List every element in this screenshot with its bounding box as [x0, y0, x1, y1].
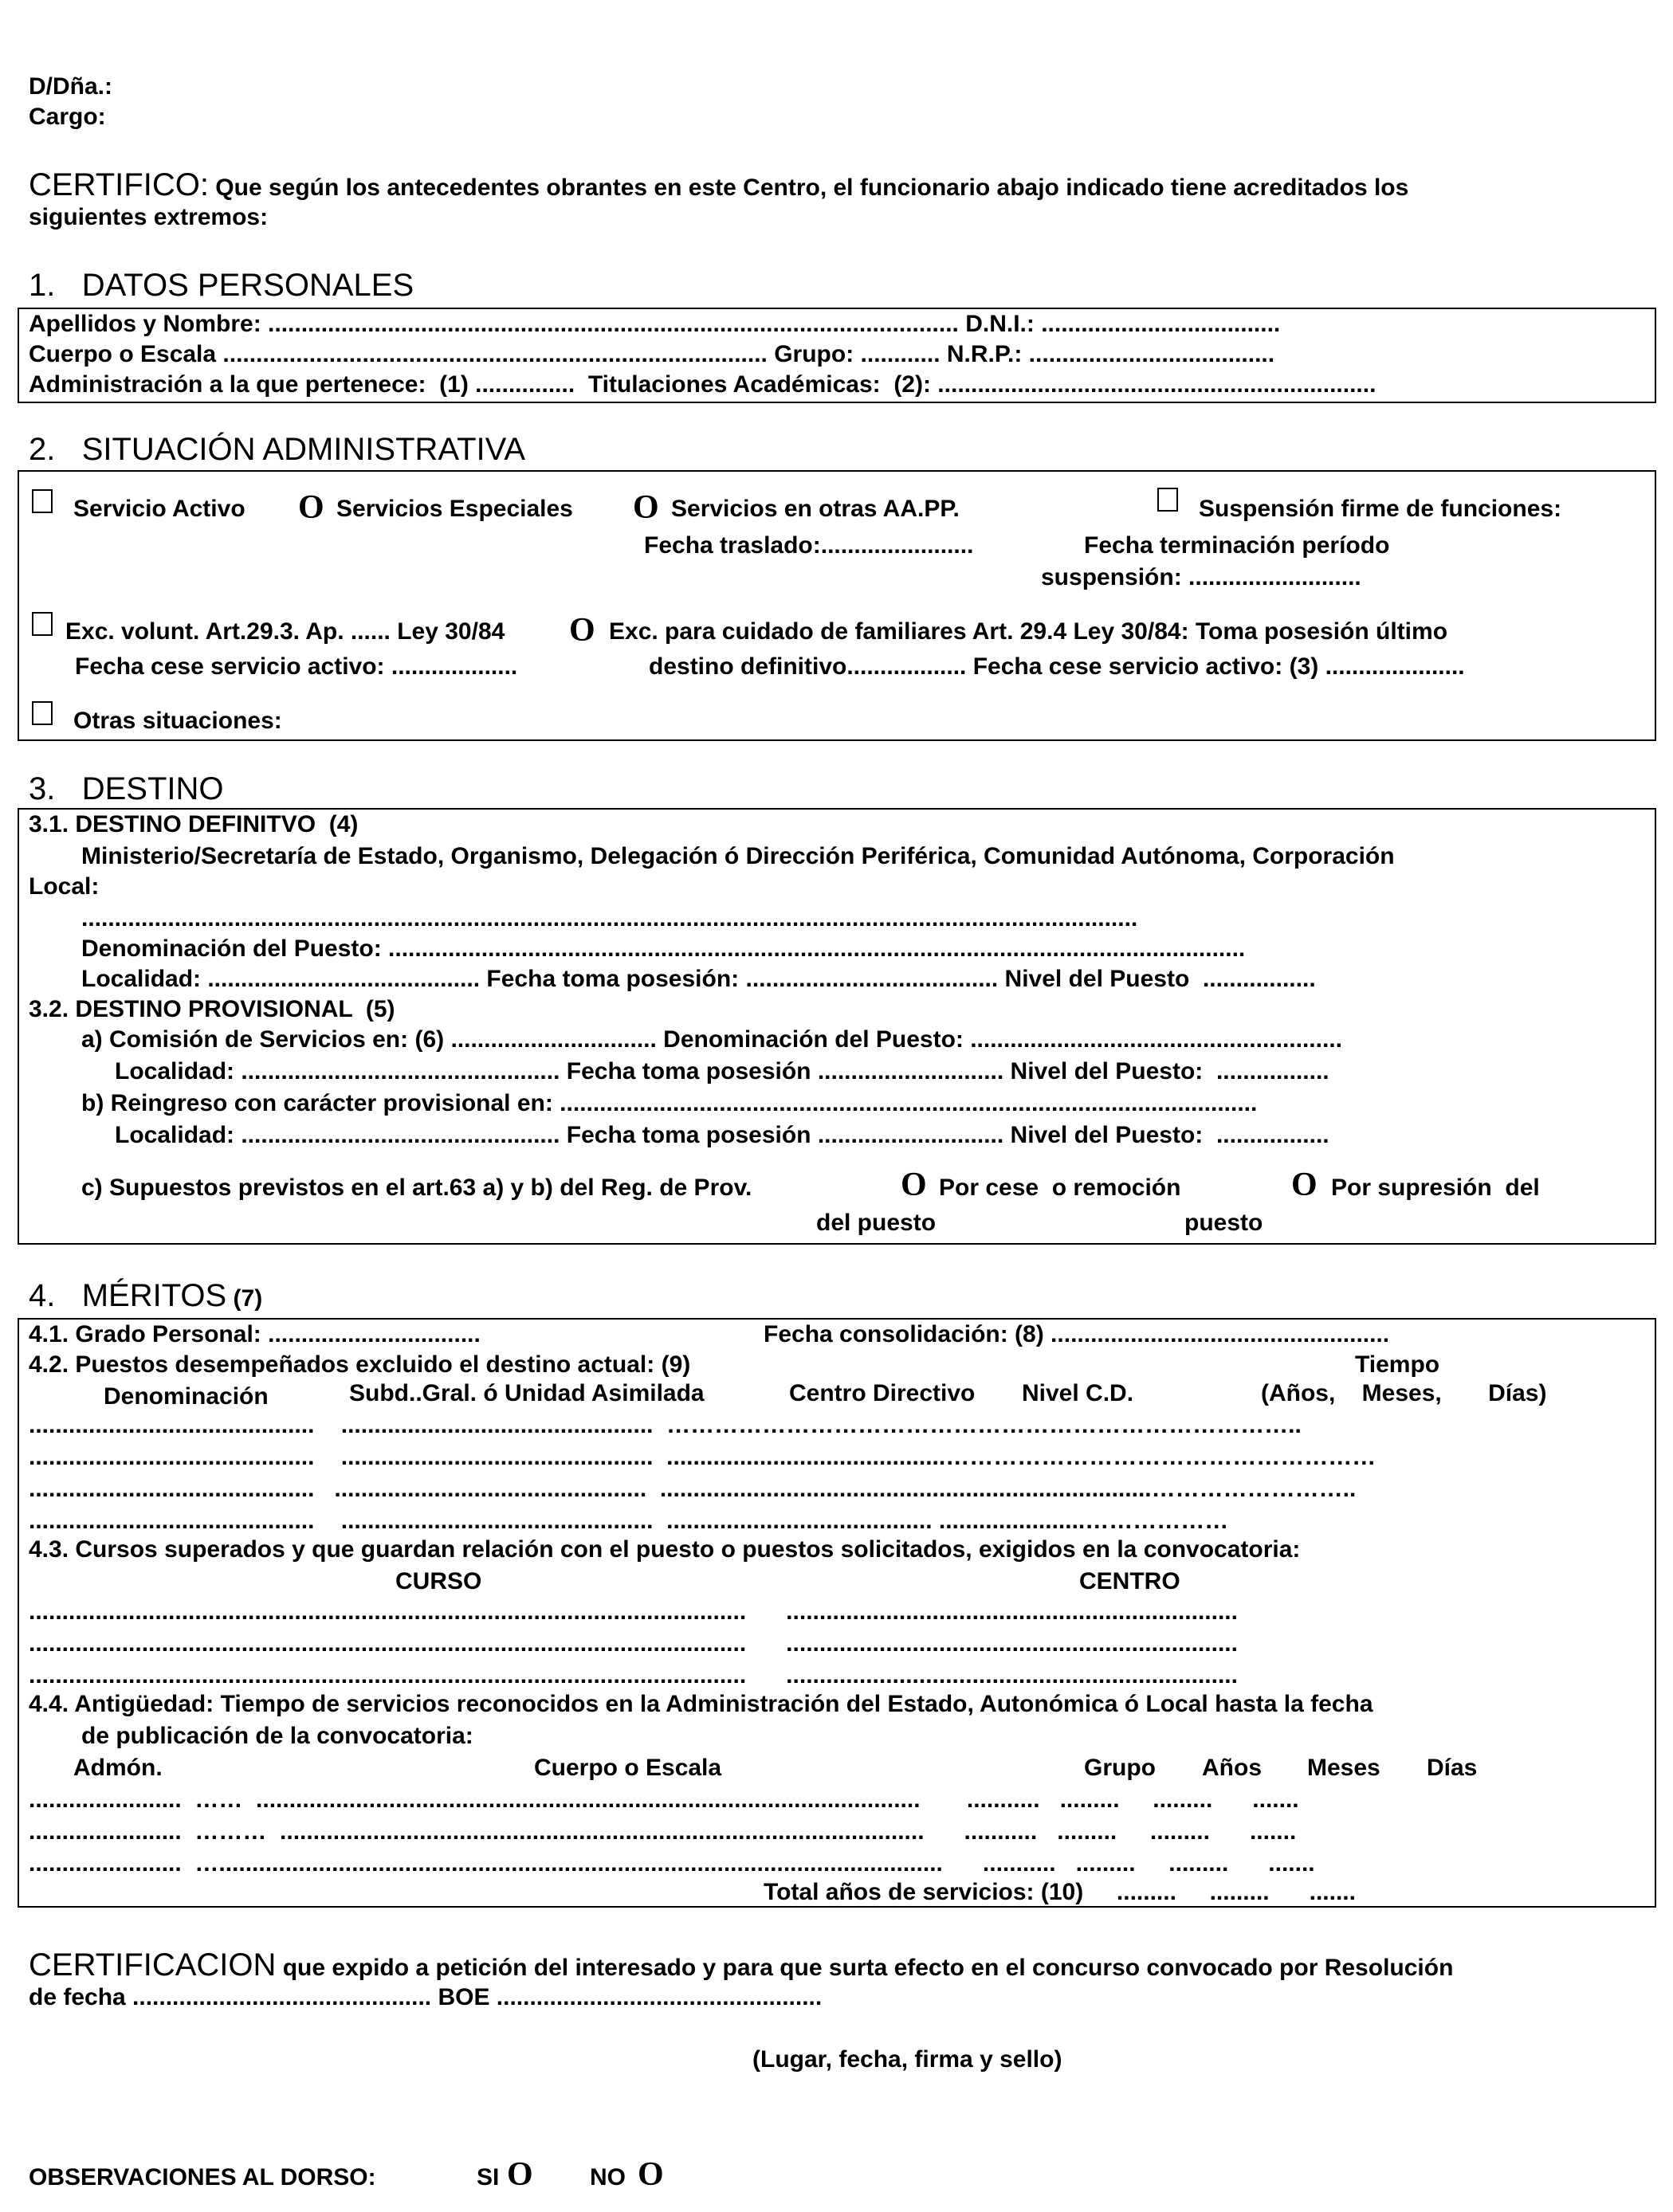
destino-definitivo-heading: 3.1. DESTINO DEFINITVO (4) [29, 811, 359, 837]
administracion-line: Administración a la que pertenece: (1) ............... Titulaciones Académicas: (2): .................................................................. [29, 371, 1376, 398]
certificacion-text-2: de fecha ............................................. BOE ................................................. [29, 1984, 823, 2010]
puestos-row-3: ........................................... ............................................... ..........................................................................…………………….. [29, 1476, 1357, 1502]
local-label: Local: [29, 873, 100, 900]
section-4-title: 4. MÉRITOS [29, 1278, 227, 1313]
name-label: D/Dña.: [29, 73, 112, 100]
cuerpo-line: Cuerpo o Escala .................................................................................. Grupo: ............ N.R.P.: ..................................... [29, 341, 1275, 367]
tiempo-label: Tiempo [1355, 1351, 1440, 1378]
servicio-activo-checkbox[interactable] [32, 489, 53, 513]
no-radio[interactable]: O [638, 2156, 664, 2193]
certificacion-text: que expido a petición del interesado y para que surta efecto en el concurso convocado por Resolución [282, 1955, 1454, 1981]
denominacion-puesto-line: Denominación del Puesto: ................................................................................................................................. [81, 935, 1246, 962]
observaciones-label: OBSERVACIONES AL DORSO: [29, 2164, 376, 2190]
servicios-otras-label: Servicios en otras AA.PP. [671, 496, 960, 522]
ministerio-dots: ............................................................................................................................................................... [81, 905, 1138, 931]
col-anos: Años [1202, 1755, 1262, 1781]
col-curso: CURSO [395, 1568, 482, 1594]
cese-label: Por cese o remoción [939, 1175, 1181, 1201]
exc-cuidado-radio[interactable]: O [569, 612, 595, 649]
certifico-text: Que según los antecedentes obrantes en este Centro, el funcionario abajo indicado tiene acreditados los [215, 175, 1409, 201]
antiguedad-heading: 4.4. Antigüedad: Tiempo de servicios reconocidos en la Administración del Estado, Autonómica ó Local hasta la fecha [29, 1691, 1373, 1717]
fecha-consolidacion: Fecha consolidación: (8) ................................................... [764, 1321, 1390, 1347]
cargo-label: Cargo: [29, 104, 106, 130]
col-centro-curso: CENTRO [1079, 1568, 1180, 1594]
col-nivel: Nivel C.D. [1022, 1380, 1134, 1406]
puestos-row-4: ........................................... ............................................... ........................................ ......................……………… [29, 1508, 1229, 1534]
servicios-otras-radio[interactable]: O [633, 489, 659, 526]
certificacion-paragraph [29, 1949, 1453, 1981]
section-2-title: 2. SITUACIÓN ADMINISTRATIVA [29, 432, 526, 467]
reingreso-localidad-line: Localidad: ................................................ Fecha toma posesión ............................ Nivel del Puesto: ................. [115, 1122, 1329, 1148]
col-centro: Centro Directivo [789, 1380, 976, 1406]
reingreso-line: b) Reingreso con carácter provisional en: ......................................................................................................... [81, 1090, 1258, 1116]
suspension-fecha: suspensión: .......................... [1041, 564, 1361, 590]
puestos-row-1: ........................................... ............................................... …………………………………………………………………….. [29, 1412, 1302, 1438]
destino-provisional-heading: 3.2. DESTINO PROVISIONAL (5) [29, 996, 395, 1022]
section-3-title: 3. DESTINO [29, 771, 224, 806]
servicio-activo-label: Servicio Activo [73, 496, 245, 522]
fecha-cese-1: Fecha cese servicio activo: ................... [75, 653, 518, 680]
suspension-label: Suspensión firme de funciones: [1199, 496, 1562, 522]
lugar-fecha-firma: (Lugar, fecha, firma y sello) [752, 2046, 1062, 2073]
certifico-text-2: siguientes extremos: [29, 204, 269, 230]
antiguedad-row-2: ....................... ……… ................................................................................................. ........... ......... ......... ....... [29, 1818, 1297, 1845]
supresion-label-2: puesto [1184, 1210, 1263, 1236]
total-servicios: Total años de servicios: (10) ......... ......... ....... [764, 1879, 1356, 1905]
exc-volunt-checkbox[interactable] [32, 612, 53, 636]
col-grupo: Grupo [1084, 1755, 1156, 1781]
cese-radio[interactable]: O [901, 1167, 927, 1203]
col-denominacion: Denominación [104, 1383, 269, 1410]
antiguedad-row-3: ....................... …............................................................................................................. ........... ......... ......... ....... [29, 1850, 1315, 1877]
section-1-title: 1. DATOS PERSONALES [29, 268, 414, 303]
si-radio[interactable]: O [507, 2156, 533, 2193]
supuestos-line: c) Supuestos previstos en el art.63 a) y b) del Reg. de Prov. [81, 1175, 752, 1201]
cursos-heading: 4.3. Cursos superados y que guardan relación con el puesto o puestos solicitados, exigidos en la convocatoria: [29, 1536, 1301, 1563]
localidad-line: Localidad: ......................................... Fecha toma posesión: ...................................... Nivel del Puesto ................. [81, 966, 1316, 992]
grado-personal: 4.1. Grado Personal: ................................ [29, 1321, 481, 1347]
servicios-especiales-label: Servicios Especiales [336, 496, 573, 522]
no-label: NO [590, 2164, 626, 2190]
comision-localidad-line: Localidad: ................................................ Fecha toma posesión ............................ Nivel del Puesto: ................. [115, 1058, 1329, 1084]
section-4-note: (7) [233, 1285, 263, 1312]
certificacion-word: CERTIFICACION [29, 1947, 277, 1983]
otras-situaciones-label: Otras situaciones: [73, 708, 282, 734]
curso-row-3: ............................................................................................................ .................................................................... [29, 1662, 1238, 1688]
col-tiempo: (Años, Meses, Días) [1261, 1380, 1547, 1406]
fecha-terminacion: Fecha terminación período [1084, 532, 1390, 559]
curso-row-1: ............................................................................................................ .................................................................... [29, 1598, 1238, 1625]
curso-row-2: ............................................................................................................ .................................................................... [29, 1630, 1238, 1657]
exc-volunt-label: Exc. volunt. Art.29.3. Ap. ...... Ley 30/84 [65, 618, 505, 645]
puestos-heading: 4.2. Puestos desempeñados excluido el destino actual: (9) [29, 1351, 691, 1378]
col-dias: Días [1427, 1755, 1478, 1781]
col-admon: Admón. [73, 1755, 163, 1781]
col-cuerpo: Cuerpo o Escala [534, 1755, 722, 1781]
supresion-radio[interactable]: O [1291, 1167, 1318, 1203]
certifico-word: CERTIFICO: [29, 167, 209, 202]
col-subd: Subd..Gral. ó Unidad Asimilada [349, 1380, 705, 1406]
puestos-row-2: ........................................... ............................................... ..........................................……………………………………………… [29, 1444, 1376, 1470]
exc-cuidado-label: Exc. para cuidado de familiares Art. 29.4 Ley 30/84: Toma posesión último [609, 618, 1448, 645]
si-label: SI [477, 2164, 500, 2190]
section-4-title-wrap [29, 1280, 262, 1312]
suspension-checkbox[interactable] [1157, 488, 1178, 512]
fecha-traslado: Fecha traslado:....................... [644, 532, 974, 559]
otras-situaciones-checkbox[interactable] [32, 701, 53, 725]
cese-label-2: del puesto [816, 1210, 937, 1236]
col-meses: Meses [1307, 1755, 1380, 1781]
certifico-paragraph [29, 169, 1408, 201]
comision-line: a) Comisión de Servicios en: (6) ............................... Denominación del Puesto: ........................................................ [81, 1026, 1342, 1053]
destino-definitivo-line: destino definitivo.................. Fecha cese servicio activo: (3) ..................... [649, 653, 1465, 680]
supresion-label: Por supresión del [1331, 1175, 1540, 1201]
apellidos-line: Apellidos y Nombre: ........................................................................................................ D.N.I.: .................................... [29, 311, 1281, 337]
ministerio-line: Ministerio/Secretaría de Estado, Organismo, Delegación ó Dirección Periférica, Comunidad Autónoma, Corporación [81, 843, 1395, 869]
antiguedad-row-1: ....................... …… .................................................................................................... ........... ......... ......... ....... [29, 1786, 1299, 1813]
antiguedad-heading-2: de publicación de la convocatoria: [81, 1723, 473, 1749]
servicios-especiales-radio[interactable]: O [298, 489, 324, 526]
